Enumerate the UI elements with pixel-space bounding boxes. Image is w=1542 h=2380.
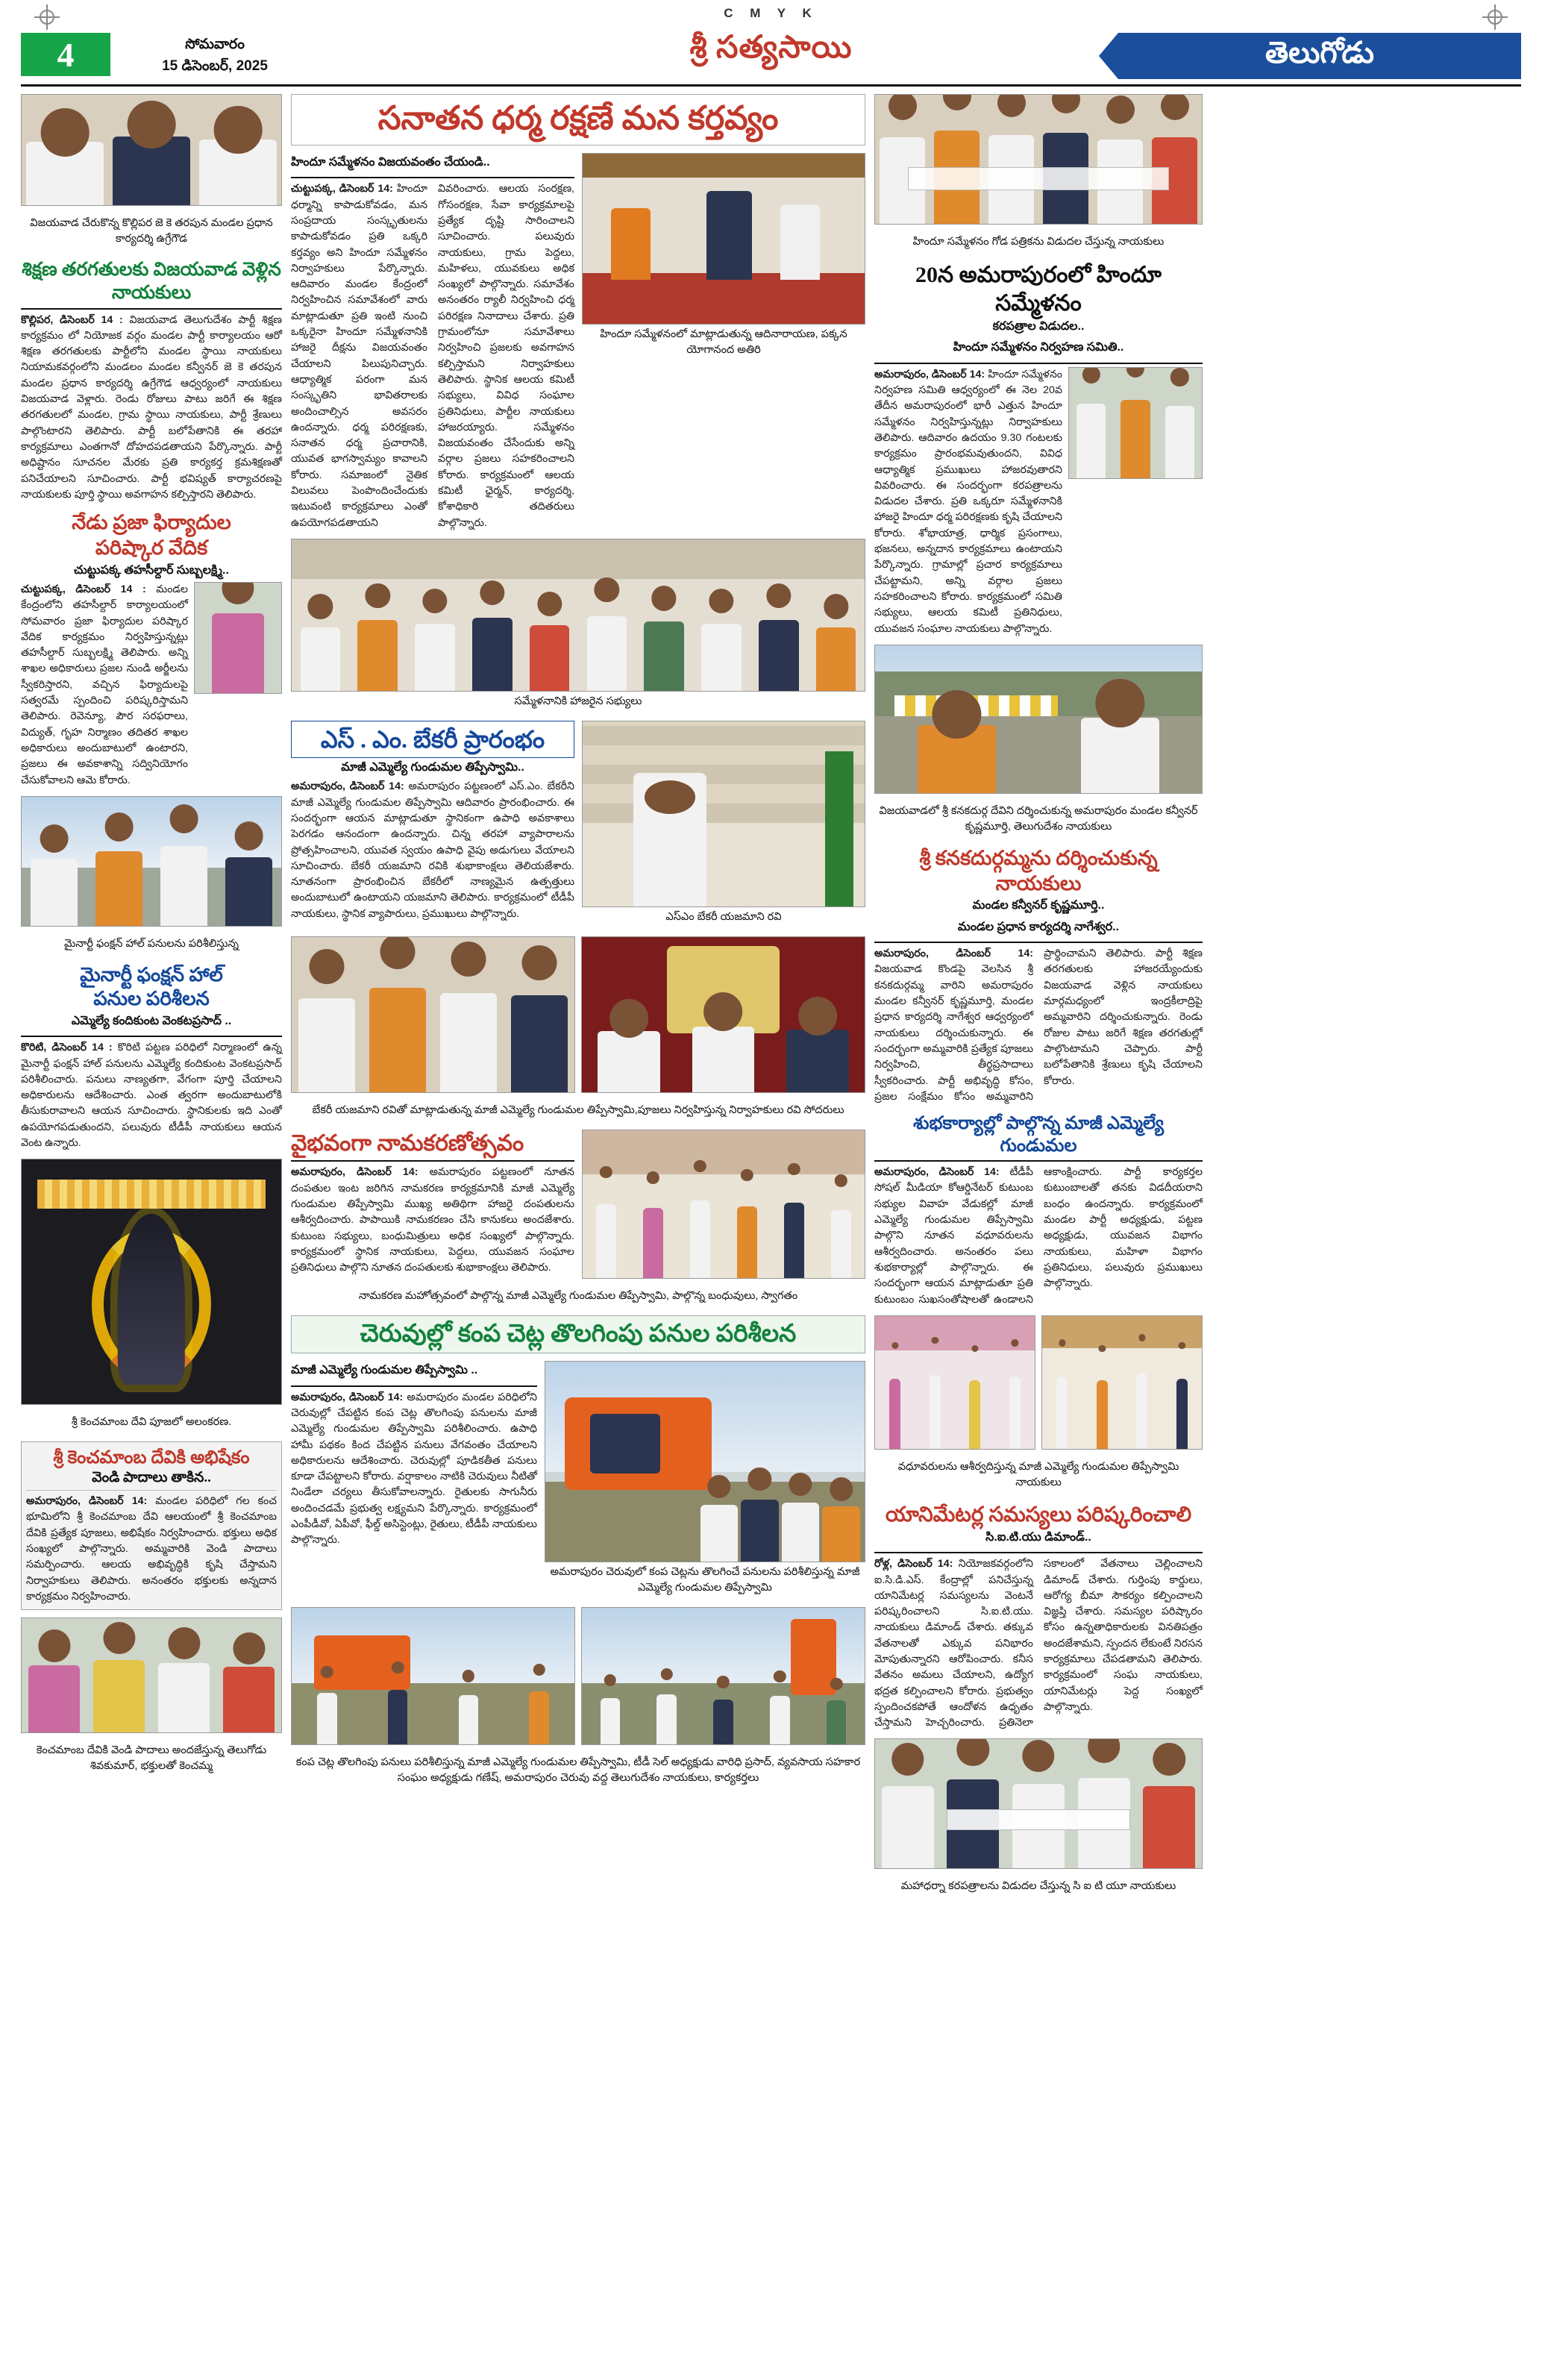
lead-subhead: హిందూ సమ్మేళనం విజయవంతం చేయండి.. [291,156,490,169]
registration-mark-left-icon [34,4,60,30]
weekday-label: సోమవారం [185,37,245,52]
photo-caption-leaders-vijayawada: విజయవాడ చేరుకొన్న కొల్లిపర జె కె తరపున మండల ప్రధాన కార్యదర్శి ఉగ్రేగౌడ [30,217,273,245]
dateline-tank: అమరాపురం, డిసెంబర్ 14: [291,1391,404,1403]
body-sammelanam [874,367,1062,637]
body-kanaka-durga [874,946,1203,1105]
dateline-auspicious: అమరాపురం, డిసెంబర్ 14: [874,1166,1000,1179]
photo-caption-goddess: శ్రీ కెంచమాంబ దేవి పూజలో అలంకరణ. [71,1416,232,1429]
photo-caption-poster-release: హిందూ సమ్మేళనం గోడ పత్రికను విడుదల చేస్తున్న నాయకులు [912,236,1165,248]
date-label: 15 డిసెంబర్, 2025 [162,57,268,74]
body-training-classes [21,313,282,504]
text-hall: కొరిటి పట్టణ పరిధిలో నిర్మాణంలో ఉన్న మైనార్టీ ఫంక్షన్ హాల్ పనులను ఎమ్మెల్యే కందికుంట వెంకటప్రసాద్ పరిశీలించారు. పనులు నాణ్యతగా, వేగంగా పూర్తి చేయాలని అధికారులను ఆదేశించారు. ఎంత త్వరగా అందుబాటులోకి తీసుకురావాలని ఆయన సూచించారు. స్థానికులకు ఇది ఎంతో ఉపయోగపడుతుందని, పలువురు టీడీపీ నాయకులు ఆయన వెంట ఉన్నారు. [21,1042,283,1150]
story-kanaka-durga [874,846,1203,1105]
headline-hall-2: పనుల పరిశీలన [93,988,210,1010]
photo-function-hall-inspection [21,796,282,927]
photo-hindu-meeting-speaker [582,153,865,325]
text-kanaka: విజయవాడ కొండపై వెలసిన శ్రీ కనకదుర్గమ్మ వారిని అమరాపురం మండల కన్వీనర్ కృష్ణమూర్తి, మండల ప్రధాన కార్యదర్శి నాగేశ్వర ఆధ్వర్యంలో నాయకులు దర్శించుకున్నారు. ఈ సందర్భంగా అమ్మవారికి ప్రత్యేక పూజలు నిర్వహించి, తీర్థప్రసాదాలు స్వీకరించారు. పార్టీ అభివృద్ధి కోసం, ప్రజల సంక్షేమం కోసం అమ్మవారిని ప్రార్థించామని తెలిపారు. పార్టీ శిక్షణ తరగతులకు హాజరయ్యేందుకు విజయవాడ వెళ్లిన నాయకులు మార్గమధ్యంలో ఇంద్రకీలాద్రిపై అమ్మవారిని దర్శించుకున్నారు. రెండు రోజుల పాటు జరిగే శిక్షణ తరగతుల్లో పాల్గొంటామని చెప్పారు. పార్టీ బలోపేతానికి శ్రేణులు కృషి చేయాలని కోరారు. [874,948,1203,1103]
photo-excavator-group-2 [581,1607,865,1745]
dateline-abhishekam: అమరాపురం, డిసెంబర్ 14: [26,1495,148,1508]
headline-grievance-2: పరిష్కార వేదిక [95,536,208,559]
story-minority-function-hall [21,963,282,1151]
photo-bakery-opening [582,721,865,907]
tank-headline-box [291,1315,865,1353]
story-auspicious-events [874,1112,1203,1308]
page-content [21,94,1521,1899]
page-number: 4 [21,33,110,76]
photo-caption-citu-release: మహాధర్నా కరపత్రాలను విడుదల చేస్తున్న సి ఐ టి యూ నాయకులు [900,1880,1176,1893]
photo-caption-bakery-row: బేకరీ యజమాని రవితో మాట్లాడుతున్న మాజీ ఎమ్మెల్యే గుండుమల తిప్పేస్వామి,పూజలు నిర్వహిస్తున్న నిర్వాహకులు రవి సోదరులు [312,1103,844,1116]
photo-wedding-blessing-1 [874,1315,1035,1450]
photo-caption-bakery-owner: ఎస్ఎం బేకరీ యజమాని రవి [665,910,782,923]
photo-leaders-vijayawada [21,94,282,206]
dateline-kanaka: అమరాపురం, డిసెంబర్ 14: [874,948,1033,960]
photo-meeting-attendees [291,539,865,692]
headline-hall-1: మైనార్టీ ఫంక్షన్ హాల్ [80,963,223,986]
photo-caption-silver-feet: కెంచమాంబ దేవికి వెండి పాదాలు అందజేస్తున్న తెలుగోడు శివకుమార్, భక్తులతో కెంచమ్మ [36,1744,267,1773]
dateline-grievance: చుట్టుపక్క, డిసెంబర్ 14 : [21,583,146,595]
masthead-brand-box [1118,33,1521,79]
photo-caption-naming-ceremony: నామకరణ మహోత్సవంలో పాల్గొన్న మాజీ ఎమ్మెల్యే గుండుమల తిప్పేస్వామి, పాల్గొన్న బంధువులు, స్వాగతం [358,1289,798,1302]
print-registration-bar [0,0,1542,33]
lead-headline: సనాతన ధర్మ రక్షణే మన కర్తవ్యం [377,100,779,137]
photo-excavator-group-1 [291,1607,575,1745]
photo-caption-meeting-attendees: సమ్మేళనానికి హాజరైన సభ్యులు [514,695,642,707]
story-training-classes [21,258,282,503]
headline-naming-ceremony: వైభవంగా నామకరణోత్సవం [291,1130,524,1156]
body-hall [21,1040,282,1151]
text-tank: అమరాపురం మండల పరిధిలోని చెరువుల్లో చేపట్టిన కంప చెట్ల తొలగింపు పనులను మాజీ ఎమ్మెల్యే గుండుమల తిప్పేస్వామి పరిశీలించారు. ఉపాధి హామీ పథకం కింద చేపట్టిన పనులు వేగవంతం చేయాలని అధికారులను ఆదేశించారు. చెరువుల్లో పూడికతీత పనులు కూడా చేపట్టాలని కోరారు. వర్షాకాలం నాటికి చెరువులు నీటితో నిండేలా చర్యలు తీసుకోవాలన్నారు. రైతులకు సాగునీరు అందించడమే ప్రభుత్వ లక్ష్యమని పేర్కొన్నారు. కార్యక్రమంలో ఎంపీడీవో, ఏపీవో, ఫీల్డ్ అసిస్టెంట్లు, రైతులు, టీడీపీ నాయకులు పాల్గొన్నారు. [291,1391,537,1547]
photo-pamphlet-release [1068,367,1203,479]
photo-wedding-blessing-2 [1041,1315,1203,1450]
text-auspicious: టీడీపీ సోషల్ మీడియా కోఆర్డినేటర్ కుటుంబ సభ్యుల వివాహ వేడుకల్లో మాజీ ఎమ్మెల్యే గుండుమల తిప్పేస్వామి పాల్గొని నూతన వధూవరులను ఆశీర్వదించారు. అనంతరం పలు శుభకార్యాల్లో పాల్గొన్నారు. ఈ సందర్భంగా ఆయన మాట్లాడుతూ ప్రతి కుటుంబం సుఖసంతోషాలతో ఉండాలని ఆకాంక్షించారు. పార్టీ కార్యకర్తల కుటుంబాలతో తనకు విడదీయరాని బంధం ఉందన్నారు. కార్యక్రమంలో మండల పార్టీ అధ్యక్షుడు, పట్టణ అధ్యక్షుడు, యువజన విభాగం నాయకులు, మహిళా విభాగం ప్రతినిధులు, పలువురు ప్రముఖులు పాల్గొన్నారు. [874,1166,1203,1306]
dateline-naming: అమరాపురం, డిసెంబర్ 14: [291,1166,419,1179]
date-block [125,34,304,77]
dateline-hall: కొరిటి, డిసెంబర్ 14 : [21,1042,113,1054]
headline-auspicious-events: శుభకార్యాల్లో పాల్గొన్న మాజీ ఎమ్మెల్యే గుండుమల [912,1114,1165,1156]
headline-grievance-1: నేడు ప్రజా ఫిర్యాదుల [72,511,231,534]
column-1 [21,94,282,1899]
photo-caption-wedding-blessing: వధూవరులను ఆశీర్వదిస్తున్న మాజీ ఎమ్మెల్యే గుండుమల తిప్పేస్వామి నాయకులు [897,1460,1179,1488]
text-training-classes: విజయవాడ తెలుగుదేశం పార్టీ శిక్షణ కార్యక్రమం లో నియోజక వర్గం మండల పార్టీ కార్యాలయం ఆరో శిక్షణ తరగతులకు పార్టీలోని మండల స్థాయి నాయకులు నియామకవర్గంలోని మండలం మండల కన్వీనర్ జె కె తరపున మండల ప్రధాన కార్యదర్శి ఉగ్రేగౌడ ఆధ్వర్యంలో నాయకులు విజయవాడ వెళ్లారు. రెండు రోజులు పాటు జరిగే ఈ శిక్షణ తరగతులలో మండల, గ్రామ స్థాయి నాయకులు, పార్టీ శ్రేణులు పాల్గొంటారని తెలిపారు. పార్టీ బలోపేతానికి ఈ తరహా కార్యక్రమాలు ఎంతగానో దోహదపడతాయని పేర్కొన్నారు. పార్టీ అధిష్టానం సూచనల మేరకు ప్రతి కార్యకర్త క్రమశిక్షణతో పనిచేయాలని సూచించారు. పార్టీ భవిష్యత్ కార్యాచరణపై నాయకులకు పూర్తి స్థాయి అవగాహన కల్పిస్తారని తెలిపారు. [21,313,282,501]
photo-bakery-interaction [291,936,575,1093]
lead-dateline: చుట్టుపక్క, డిసెంబర్ 14: [291,183,393,195]
photo-caption-tank-bottom: కంప చెట్ల తొలగింపు పనులు పరిశీలిస్తున్న మాజీ ఎమ్మెల్యే గుండుమల తిప్పేస్వామి, టీడీ సెల్ అధ్యక్షుడు వారిధి ప్రసాద్, వ్యవసాయ సహకార సంఘం అధ్యక్షుడు గణేష్, అమరాపురం చెరువు వద్ద తెలుగుదేశం నాయకులు, కార్యకర్తలు [295,1756,861,1785]
photo-citu-pamphlet-release [874,1738,1203,1869]
dateline-animators: రోళ్ల, డిసెంబర్ 14: [874,1558,953,1571]
text-bakery: అమరాపురం పట్టణంలో ఎస్.ఎం. బేకరీని మాజీ ఎమ్మెల్యే గుండుమల తిప్పేస్వామి ఆదివారం ప్రారంభించారు. ఈ సందర్భంగా ఆయన మాట్లాడుతూ స్థానికంగా ఉపాధి అవకాశాలు పెరగడం ఆనందంగా ఉందన్నారు. చిన్న తరహా వ్యాపారాలను ప్రోత్సహించాలని, యువత స్వయం ఉపాధి వైపు అడుగులు వేయాలని సూచించారు. బేకరీ యజమాని రవికి శుభాకాంక్షలు తెలియజేశారు. నూతనంగా ప్రారంభించిన బేకరీలో నాణ్యమైన ఉత్పత్తులు అందుబాటులో ఉంటాయని యజమాని తెలిపారు. కార్యక్రమంలో టీడీపీ నాయకులు, స్థానిక వ్యాపారులు, ప్రముఖులు పాల్గొన్నారు. [291,780,574,920]
subhead-kanaka-1: మండల కన్వీనర్ కృష్ణమూర్తి.. [972,899,1105,912]
text-abhishekam: మండల పరిధిలో గల కంచ భూమిలోని శ్రీ కెంచమాంబ దేవి ఆలయంలో శ్రీ కెంచమాంబ దేవికి ప్రత్యేక పూజలు, అభిషేకం నిర్వహించారు. భక్తులు అధిక సంఖ్యలో పాల్గొన్నారు. అమ్మవారికి వెండి పాదాలు సమర్పించారు. ఆలయ అభివృద్ధికి కృషి చేస్తామని నిర్వాహకులు తెలిపారు. అనంతరం భక్తులకు అన్నదాన కార్యక్రమం నిర్వహించారు. [26,1495,277,1603]
deity-idol [118,1214,185,1385]
headline-tank-cleanup: చెరువుల్లో కంప చెట్ల తొలగింపు పనుల పరిశీలన [360,1320,797,1347]
photo-durga-temple-visit [874,645,1203,794]
headline-kanaka-durga: శ్రీ కనకదుర్గమ్మను దర్శించుకున్న నాయకులు [919,846,1158,895]
lead-text: హిందూ ధర్మాన్ని కాపాడుకోవడం, మన సంప్రదాయ సంస్కృతులను కాపాడుకోవడం ప్రతి ఒక్కరి కర్తవ్యం అని హిందూ సమ్మేళనం నిర్వాహకులు పేర్కొన్నారు. ఆదివారం మండల కేంద్రంలో నిర్వహించిన సమావేశంలో వారు మాట్లాడుతూ ప్రతి ఇంటి నుంచి ఒక్కరైనా హిందూ సమ్మేళనానికి హాజరై దీక్షను విజయవంతం చేయాలని పిలుపునిచ్చారు. ఆధ్యాత్మిక పరంగా మన సంస్కృతిని భావితరాలకు అందించాల్సిన అవసరం ఉందన్నారు. ధర్మ పరిరక్షణకు, సనాతన ధర్మ ప్రచారానికి, యువత భాగస్వామ్యం కావాలని కోరారు. సమాజంలో నైతిక విలువలు పెంపొందించేందుకు ఇటువంటి కార్యక్రమాలు ఎంతో ఉపయోగపడతాయని వివరించారు. ఆలయ సంరక్షణ, గోసంరక్షణ, సేవా కార్యక్రమాలపై ప్రత్యేక దృష్టి సారించాలని సూచించారు. పలువురు నాయకులు, గ్రామ పెద్దలు, మహిళలు, యువకులు అధిక సంఖ్యలో పాల్గొన్నారు. సమావేశం అనంతరం ర్యాలీ నిర్వహించి ధర్మ పరిరక్షణ నినాదాలు చేశారు. ప్రతి గ్రామంలోనూ సమావేశాలు నిర్వహించి ప్రజలకు అవగాహన కల్పిస్తామని నిర్వాహకులు తెలిపారు. స్థానిక ఆలయ కమిటీ సభ్యులు, వివిధ సంఘాల ప్రతినిధులు, పార్టీల నాయకులు హాజరయ్యారు. సమ్మేళనం విజయవంతం చేసేందుకు అన్ని వర్గాల ప్రజలు సహకరించాలని కోరారు. కార్యక్రమంలో ఆలయ కమిటీ ఛైర్మన్, కార్యదర్శి, కోశాధికారి తదితరులు పాల్గొన్నారు. [291,183,574,529]
body-grievance [21,582,188,789]
headline-abhishekam-2: వెండి పాదాలు తాకిన.. [92,1470,211,1486]
photo-naming-ceremony [582,1130,865,1279]
story-grievance-forum [21,510,282,789]
subhead-sammelanam-2: హిందూ సమ్మేళనం నిర్వహణ సమితి.. [953,341,1124,354]
body-abhishekam [26,1494,277,1605]
subhead-bakery: మాజీ ఎమ్మెల్యే గుండుమల తిప్పేస్వామి.. [341,760,524,774]
body-naming-ceremony [291,1165,574,1276]
photo-excavator-inspection [545,1361,865,1562]
body-tank [291,1390,537,1549]
subhead-tank: మాజీ ఎమ్మెల్యే గుండుమల తిప్పేస్వామి .. [291,1364,478,1377]
headline-animators: యానిమేటర్ల సమస్యలు పరిష్కరించాలి [885,1503,1192,1526]
story-abhishekam [21,1441,282,1610]
body-bakery [291,779,574,922]
text-sammelanam: హిందూ సమ్మేళనం నిర్వహణ సమితి ఆధ్వర్యంలో ఈ నెల 20వ తేదీన అమరాపురంలో భారీ ఎత్తున హిందూ సమ్మేళనం నిర్వహిస్తున్నట్లు నిర్వాహకులు తెలిపారు. ఆదివారం ఉదయం 9.30 గంటలకు కార్యక్రమం ప్రారంభమవుతుందని, వివిధ ఆధ్యాత్మిక ప్రముఖులు హాజరవుతారని వివరించారు. ఈ సందర్భంగా కరపత్రాలను విడుదల చేశారు. ప్రతి ఒక్కరూ సమ్మేళనానికి హాజరై హిందూ ధర్మ పరిరక్షణకు కృషి చేయాలని కోరారు. శోభాయాత్ర, ధార్మిక ప్రసంగాలు, భజనలు, అన్నదాన కార్యక్రమాలు ఉంటాయని పేర్కొన్నారు. గ్రామాల్లో ప్రచార కార్యక్రమాలు చేపట్టామని, అన్ని వర్గాల ప్రజలు సహకరించాలని కోరారు. కార్యక్రమంలో సమితి సభ్యులు, ఆలయ కమిటీ ప్రతినిధులు, యువజన సంఘాల నాయకులు పాల్గొన్నారు. [874,368,1062,635]
subhead-sammelanam-1: కరపత్రాల విడుదల.. [992,320,1085,333]
dateline-training-classes: కొల్లిపర, డిసెంబర్ 14 : [21,313,123,326]
column-3 [874,94,1203,1899]
masthead [21,33,1521,87]
story-hindu-sammelanam [874,261,1203,637]
subhead-kanaka-2: మండల ప్రధాన కార్యదర్శి నాగేశ్వర.. [957,920,1120,933]
photo-caption-hindu-meeting-speaker: హిందూ సమ్మేళనంలో మాట్లాడుతున్న ఆదినారాయణ, పక్కన యోగానంద అతిరి [600,328,847,357]
photo-bakery-puja [581,936,865,1093]
photo-tahsildar [194,582,282,694]
headline-bakery: ఎస్ . ఎం. బేకరీ ప్రారంభం [320,725,545,753]
story-animators-demand [874,1502,1203,1732]
text-grievance: మండల కేంద్రంలోని తహసీల్దార్ కార్యాలయంలో సోమవారం ప్రజా ఫిర్యాదుల పరిష్కార వేదిక కార్యక్రమం నిర్వహిస్తున్నట్లు తహసీల్దార్ సుబ్బలక్ష్మి తెలిపారు. అన్ని శాఖల అధికారులు ప్రజల నుండి అర్జీలను స్వీకరిస్తారని, వచ్చిన ఫిర్యాదులపై సత్వరమే స్పందించి పరిష్కరిస్తామని తెలిపారు. రెవెన్యూ, పౌర సరఫరాలు, విద్యుత్, గృహ నిర్మాణం తదితర శాఖల అధికారులు అందుబాటులో ఉంటారని, ప్రజలు ఈ అవకాశాన్ని సద్వినియోగం చేసుకోవాలని ఆమె కోరారు. [21,583,188,786]
cmyk-color-bar-label: C M Y K [724,6,818,20]
text-naming: అమరాపురం పట్టణంలో నూతన దంపతుల ఇంట జరిగిన నామకరణ కార్యక్రమానికి మాజీ ఎమ్మెల్యే గుండుమల తిప్పేస్వామి ముఖ్య అతిథిగా హాజరై దంపతులను ఆశీర్వదించారు. పాపాయికి నామకరణం చేసి కానుకలు అందజేశారు. కుటుంబ సభ్యులు, బంధుమిత్రులు అధిక సంఖ్యలో పాల్గొన్నారు. కార్యక్రమంలో స్థానిక నాయకులు, పెద్దలు, యువజన సంఘాల ప్రతినిధులు పాల్గొని నూతన దంపతులకు శుభాకాంక్షలు తెలిపారు. [291,1166,574,1274]
dateline-bakery: అమరాపురం, డిసెంబర్ 14: [291,780,404,793]
edition-title: శ్రీ సత్యసాయి [689,31,853,65]
body-animators [874,1556,1203,1731]
subhead-hall: ఎమ్మెల్యే కందికుంట వెంకటప్రసాద్ .. [71,1014,232,1027]
photo-wall-poster-release [874,94,1203,225]
headline-hindu-sammelanam: 20న అమరాపురంలో హిందూ సమ్మేళనం [915,263,1162,316]
dateline-sammelanam: అమరాపురం, డిసెంబర్ 14: [874,368,985,381]
photo-goddess-kenchamamba [21,1159,282,1405]
lead-body [291,181,574,531]
photo-caption-excavator: అమరాపురం చెరువులో కంప చెట్లను తొలగించే పనులను పరిశీలిస్తున్న మాజీ ఎమ్మెల్యే గుండుమల తిప్పేస్వామి [550,1566,860,1594]
headline-abhishekam-1: శ్రీ కెంచమాంబ దేవికి అభిషేకం [53,1448,250,1468]
photo-caption-durga-visit: విజయవాడలో శ్రీ కనకదుర్గ దేవిని దర్శించుకున్న అమరాపురం మండల కన్వీనర్ కృష్ణమూర్తి, తెలుగుదేశం నాయకులు [879,804,1198,833]
body-auspicious-events [874,1165,1203,1308]
text-animators: నియోజకవర్గంలోని ఐ.సి.డి.ఎస్. కేంద్రాల్లో పనిచేస్తున్న యానిమేటర్ల సమస్యలను వెంటనే పరిష్కరించాలని సి.ఐ.టి.యు. నాయకులు డిమాండ్ చేశారు. తక్కువ వేతనాలతో ఎక్కువ పనిభారం మోపుతున్నారని ఆరోపించారు. కనీస వేతనం అమలు చేయాలని, ఉద్యోగ భద్రత కల్పించాలని కోరారు. ప్రభుత్వం స్పందించకపోతే ఆందోళన ఉధృతం చేస్తామని హెచ్చరించారు. ప్రతినెలా సకాలంలో వేతనాలు చెల్లించాలని డిమాండ్ చేశారు. గుర్తింపు కార్డులు, ఆరోగ్య బీమా సౌకర్యం కల్పించాలని విజ్ఞప్తి చేశారు. సమస్యల పరిష్కారం కోసం ఉన్నతాధికారులకు వినతిపత్రం అందజేశామని, స్పందన లేకుంటే నిరసన కార్యక్రమాలు చేపడతామని తెలిపారు. కార్యక్రమంలో సంఘ నాయకులు, యానిమేటర్లు పెద్ద సంఖ్యలో పాల్గొన్నారు. [874,1558,1203,1729]
subhead-grievance: చుట్టుపక్క తహసీల్దార్ సుబ్బలక్ష్మి.. [74,563,229,577]
subhead-animators: సి.ఐ.టి.యు డిమాండ్.. [985,1530,1091,1544]
column-2 [291,94,865,1899]
photo-caption-function-hall: మైనార్టీ ఫంక్షన్ హాల్ పనులను పరిశీలిస్తున్న [64,937,239,950]
masthead-brand: తెలుగోడు [1265,35,1374,69]
headline-training-classes: శిక్షణ తరగతులకు విజయవాడ వెళ్లిన నాయకులు [22,260,281,304]
photo-silver-feet-offering [21,1618,282,1733]
registration-mark-right-icon [1482,4,1508,30]
lead-headline-banner [291,94,865,145]
